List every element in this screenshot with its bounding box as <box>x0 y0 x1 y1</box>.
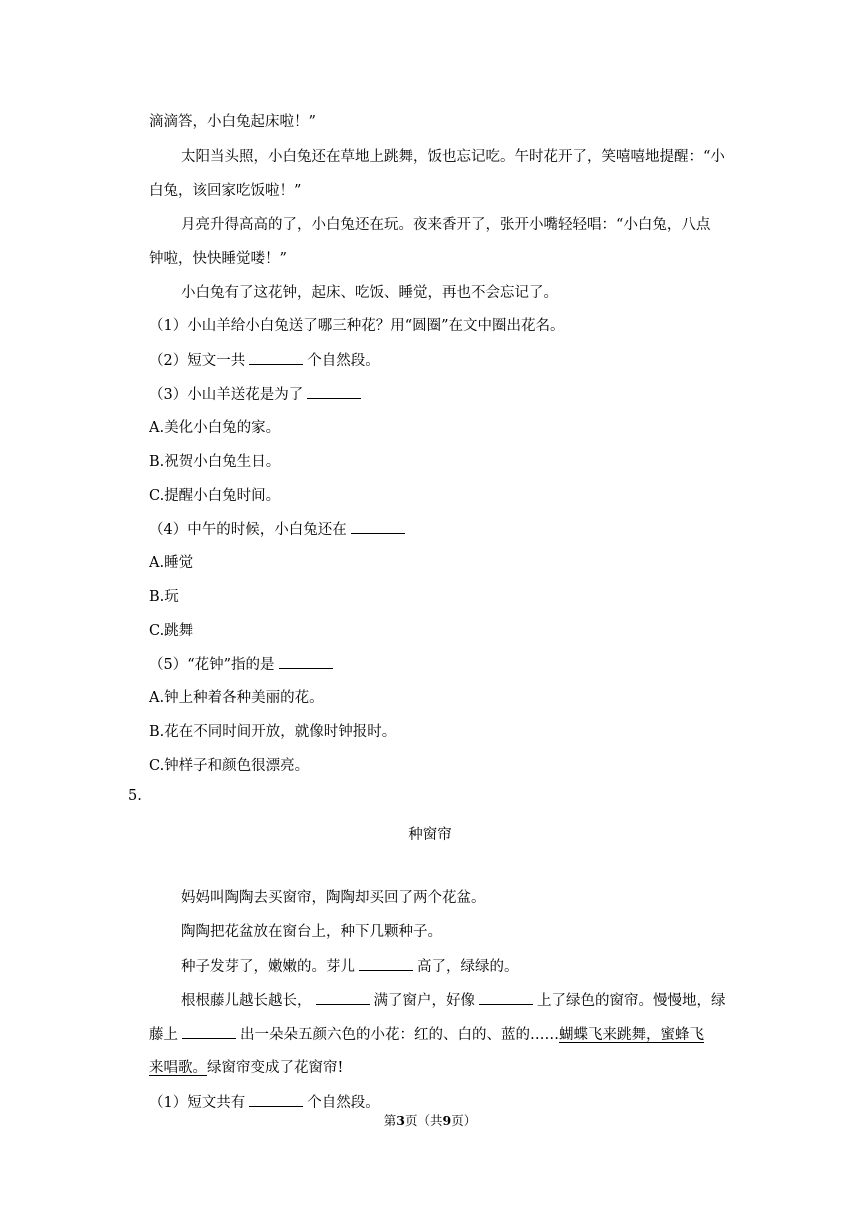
story-paragraph-line: 陶陶把花盆放在窗台上，种下几颗种子。 <box>181 924 442 940</box>
question-1: （1）小山羊给小白兔送了哪三种花？用“圆圈”在文中圈出花名。 <box>149 318 565 334</box>
page-number: 3 <box>396 1113 405 1128</box>
option-c: C.钟样子和颜色很漂亮。 <box>149 758 310 774</box>
question-1 <box>149 1092 380 1113</box>
question-text: （4）中午的时候，小白兔还在 <box>149 522 347 538</box>
question-text: 个自然段。 <box>307 353 380 369</box>
story-paragraph-line: 月亮升得高高的了，小白兔还在玩。夜来香开了，张开小嘴轻轻唱：“小白兔，八点 <box>181 217 711 233</box>
option-b: B.玩 <box>149 589 179 605</box>
paragraph-text: 出一朵朵五颜六色的小花：红的、白的、蓝的…… <box>240 1027 559 1043</box>
answer-blank[interactable] <box>279 654 333 669</box>
option-a: A.钟上种着各种美丽的花。 <box>149 690 324 706</box>
story-paragraph-line <box>149 1058 343 1078</box>
story-paragraph-line: 白兔，该回家吃饭啦！” <box>149 183 302 199</box>
answer-blank[interactable] <box>479 990 533 1005</box>
option-b: B.祝贺小白兔生日。 <box>149 454 281 470</box>
question-3 <box>149 384 365 405</box>
option-a: A.睡觉 <box>149 555 194 571</box>
answer-blank[interactable] <box>316 990 370 1005</box>
story-paragraph-line <box>181 956 519 977</box>
paragraph-text: 上了绿色的窗帘。慢慢地，绿 <box>537 993 726 1009</box>
answer-blank[interactable] <box>182 1024 236 1039</box>
paragraph-text: 满了窗户，好像 <box>373 993 475 1009</box>
question-2 <box>149 350 380 371</box>
option-a: A.美化小白兔的家。 <box>149 420 281 436</box>
answer-blank[interactable] <box>307 384 361 399</box>
question-text: （1）短文共有 <box>149 1095 246 1111</box>
option-b: B.花在不同时间开放，就像时钟报时。 <box>149 724 397 740</box>
answer-blank[interactable] <box>351 519 405 534</box>
story-paragraph-line: 太阳当头照，小白兔还在草地上跳舞，饭也忘记吃。午时花开了，笑嘻嘻地提醒：“小 <box>181 149 725 165</box>
story-paragraph-line <box>181 990 726 1011</box>
question-text: 个自然段。 <box>307 1095 380 1111</box>
question-number: 5. <box>128 788 142 804</box>
question-text: （3）小山羊送花是为了 <box>149 387 304 403</box>
story-paragraph-line: 小白兔有了这花钟，起床、吃饭、睡觉，再也不会忘记了。 <box>181 285 558 301</box>
footer-text: 第 <box>383 1113 397 1128</box>
paragraph-text: 藤上 <box>149 1027 178 1043</box>
story-paragraph-line <box>149 1024 704 1045</box>
question-text: （5）“花钟”指的是 <box>149 657 275 673</box>
underlined-sentence: 蝴蝶飞来跳舞，蜜蜂飞 <box>559 1027 704 1043</box>
passage-title: 种窗帘 <box>408 827 452 843</box>
underlined-sentence: 来唱歌。 <box>149 1060 207 1076</box>
option-c: C.提醒小白兔时间。 <box>149 488 281 504</box>
footer-text: 页（共 <box>404 1113 443 1128</box>
footer-text: 页） <box>451 1113 477 1128</box>
paragraph-text: 根根藤儿越长越长， <box>181 993 312 1009</box>
total-pages: 9 <box>442 1113 452 1128</box>
paragraph-text: 种子发芽了，嫩嫩的。芽儿 <box>181 959 355 975</box>
story-paragraph-line: 钟啦，快快睡觉喽！” <box>149 251 287 267</box>
paragraph-text: 绿窗帘变成了花窗帘! <box>207 1060 344 1076</box>
story-paragraph-line: 妈妈叫陶陶去买窗帘，陶陶却买回了两个花盆。 <box>181 890 486 906</box>
story-paragraph-line: 滴滴答，小白兔起床啦！” <box>149 114 316 130</box>
question-4 <box>149 519 409 540</box>
answer-blank[interactable] <box>249 1092 303 1107</box>
answer-blank[interactable] <box>359 956 413 971</box>
answer-blank[interactable] <box>249 350 303 365</box>
question-5 <box>149 654 337 675</box>
paragraph-text: 高了，绿绿的。 <box>417 959 519 975</box>
page-footer <box>0 1111 860 1129</box>
option-c: C.跳舞 <box>149 623 194 639</box>
question-text: （2）短文一共 <box>149 353 246 369</box>
